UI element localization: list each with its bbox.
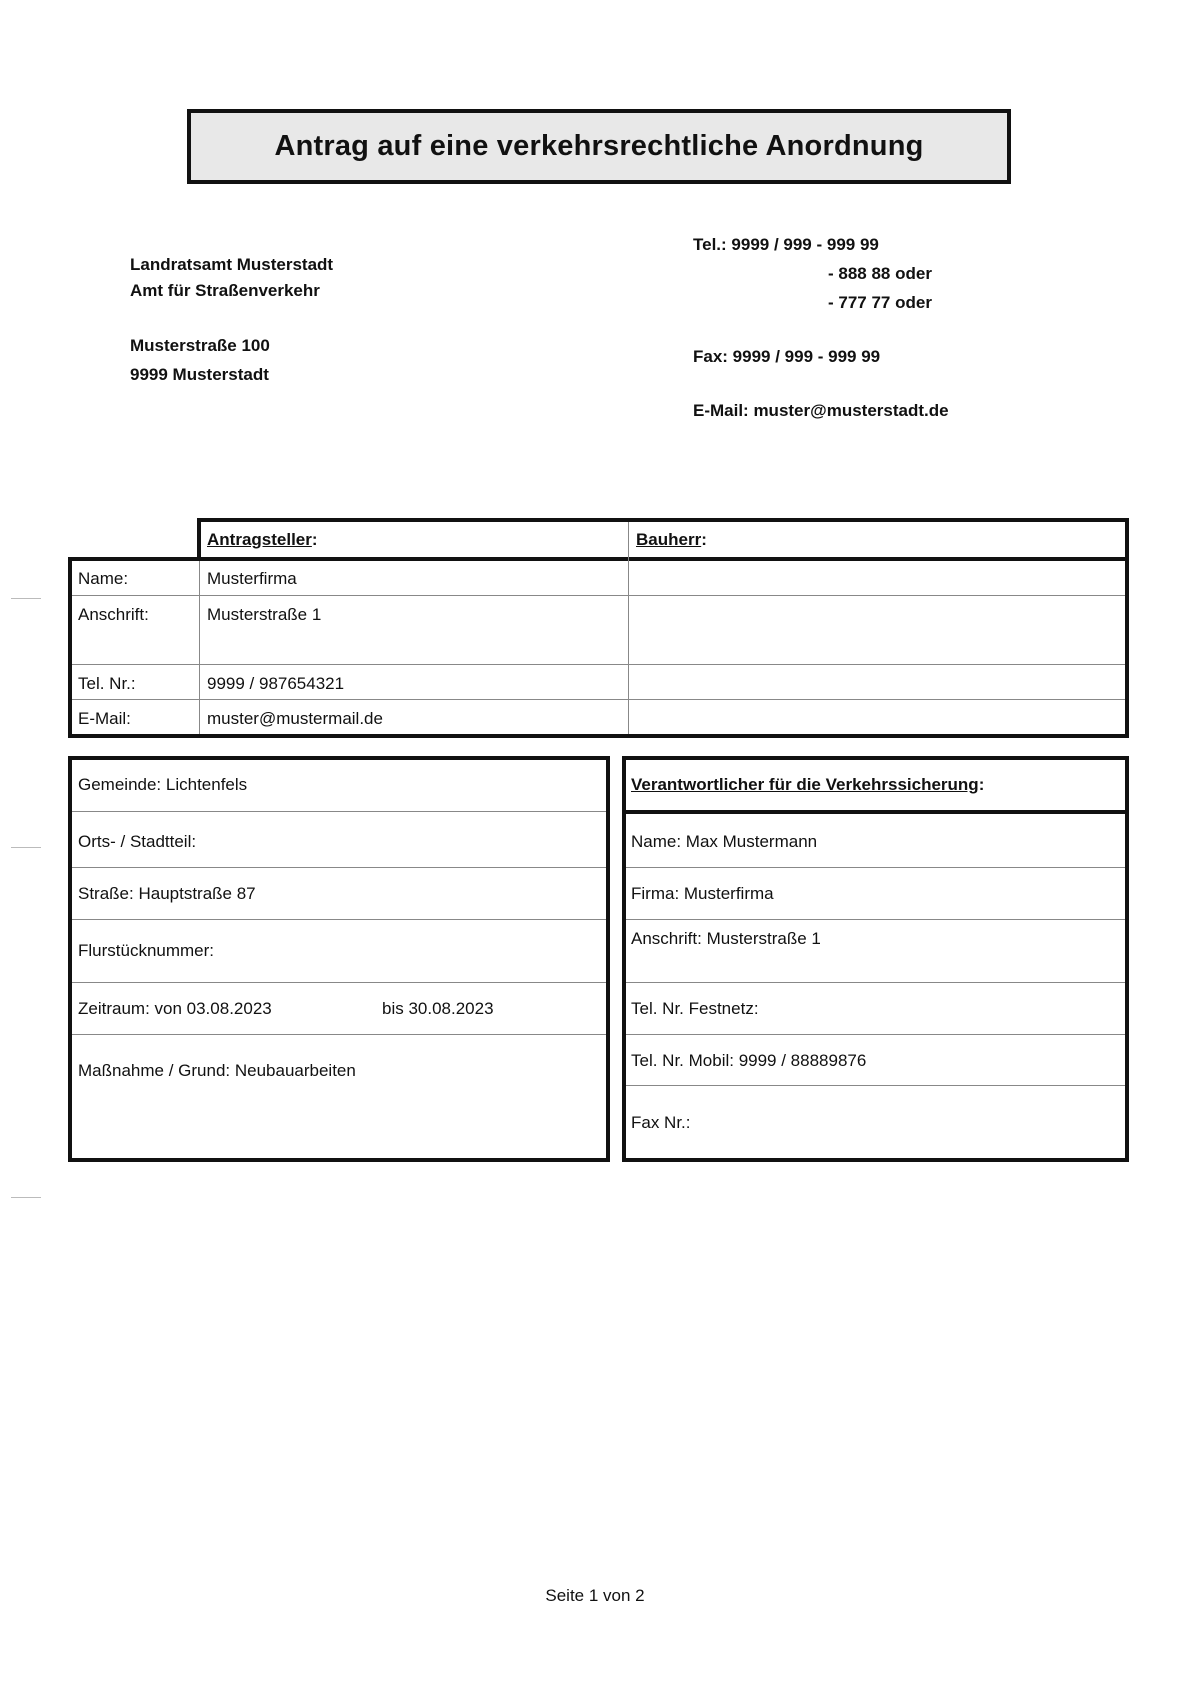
row-divider [72,1034,606,1035]
contact-fax: Fax: 9999 / 999 - 999 99 [693,347,881,366]
responsible-header-divider [626,810,1125,814]
location-strasse: Straße: Hauptstraße 87 [78,884,256,903]
location-zeitraum-bis: bis 30.08.2023 [382,999,494,1018]
authority-name [130,252,333,304]
applicant-name: Musterfirma [207,569,297,588]
margin-mark [11,1197,41,1198]
row-label-email: E-Mail: [78,709,131,728]
responsible-tel-mobil: Tel. Nr. Mobil: 9999 / 88889876 [631,1051,867,1070]
authority-street: Musterstraße 100 [130,336,270,355]
row-divider [626,1085,1125,1086]
contact-tel: Tel.: 9999 / 999 - 999 99 [693,235,879,254]
authority-line2: Amt für Straßenverkehr [130,281,320,300]
header-applicant-label: Antragsteller [207,530,312,549]
authority-city: 9999 Musterstadt [130,365,269,384]
header-applicant [207,530,318,550]
row-divider [72,867,606,868]
contact-email: E-Mail: muster@musterstadt.de [693,401,949,420]
applicant-email: muster@mustermail.de [207,709,383,728]
row-label-address: Anschrift: [78,605,149,624]
header-colon: : [311,530,318,549]
row-divider [72,811,606,812]
responsible-fax: Fax Nr.: [631,1113,691,1132]
row-divider [72,699,1125,700]
row-divider [626,982,1125,983]
responsible-header [631,775,984,795]
contact-tel-alt2: - 777 77 oder [828,293,932,312]
column-divider [199,561,200,734]
page-title: Antrag auf eine verkehrsrechtliche Anordnung [274,130,924,162]
location-zeitraum-von: Zeitraum: von 03.08.2023 [78,999,272,1018]
responsible-table-box [622,756,1129,1162]
header-colon: : [978,775,985,794]
row-divider [626,1034,1125,1035]
responsible-tel-festnetz: Tel. Nr. Festnetz: [631,999,759,1018]
title-box [187,109,1011,184]
location-flurstueck: Flurstücknummer: [78,941,215,960]
applicant-tel: 9999 / 987654321 [207,674,345,693]
row-divider [72,595,1125,596]
row-label-name: Name: [78,569,129,588]
contact-tel-alt1: - 888 88 oder [828,264,932,283]
header-colon: : [701,530,707,549]
row-divider [72,982,606,983]
page-number: Seite 1 von 2 [545,1586,645,1605]
responsible-name: Name: Max Mustermann [631,832,818,851]
margin-mark [11,598,41,599]
responsible-anschrift: Anschrift: Musterstraße 1 [631,929,821,948]
margin-mark [11,847,41,848]
location-gemeinde: Gemeinde: Lichtenfels [78,775,248,794]
authority-address [130,331,270,389]
row-divider [626,919,1125,920]
header-builder-label: Bauherr [636,530,702,549]
location-ortsteil: Orts- / Stadtteil: [78,832,197,851]
location-massnahme: Maßnahme / Grund: Neubauarbeiten [78,1061,356,1080]
responsible-header-label: Verantwortlicher für die Verkehrssicherung [631,775,979,794]
authority-line1: Landratsamt Musterstadt [130,255,334,274]
row-divider [626,867,1125,868]
column-divider [628,522,629,734]
row-divider [72,919,606,920]
row-divider [72,664,1125,665]
row-label-tel: Tel. Nr.: [78,674,136,693]
applicant-address: Musterstraße 1 [207,605,322,624]
header-builder [636,530,707,550]
responsible-firma: Firma: Musterfirma [631,884,774,903]
